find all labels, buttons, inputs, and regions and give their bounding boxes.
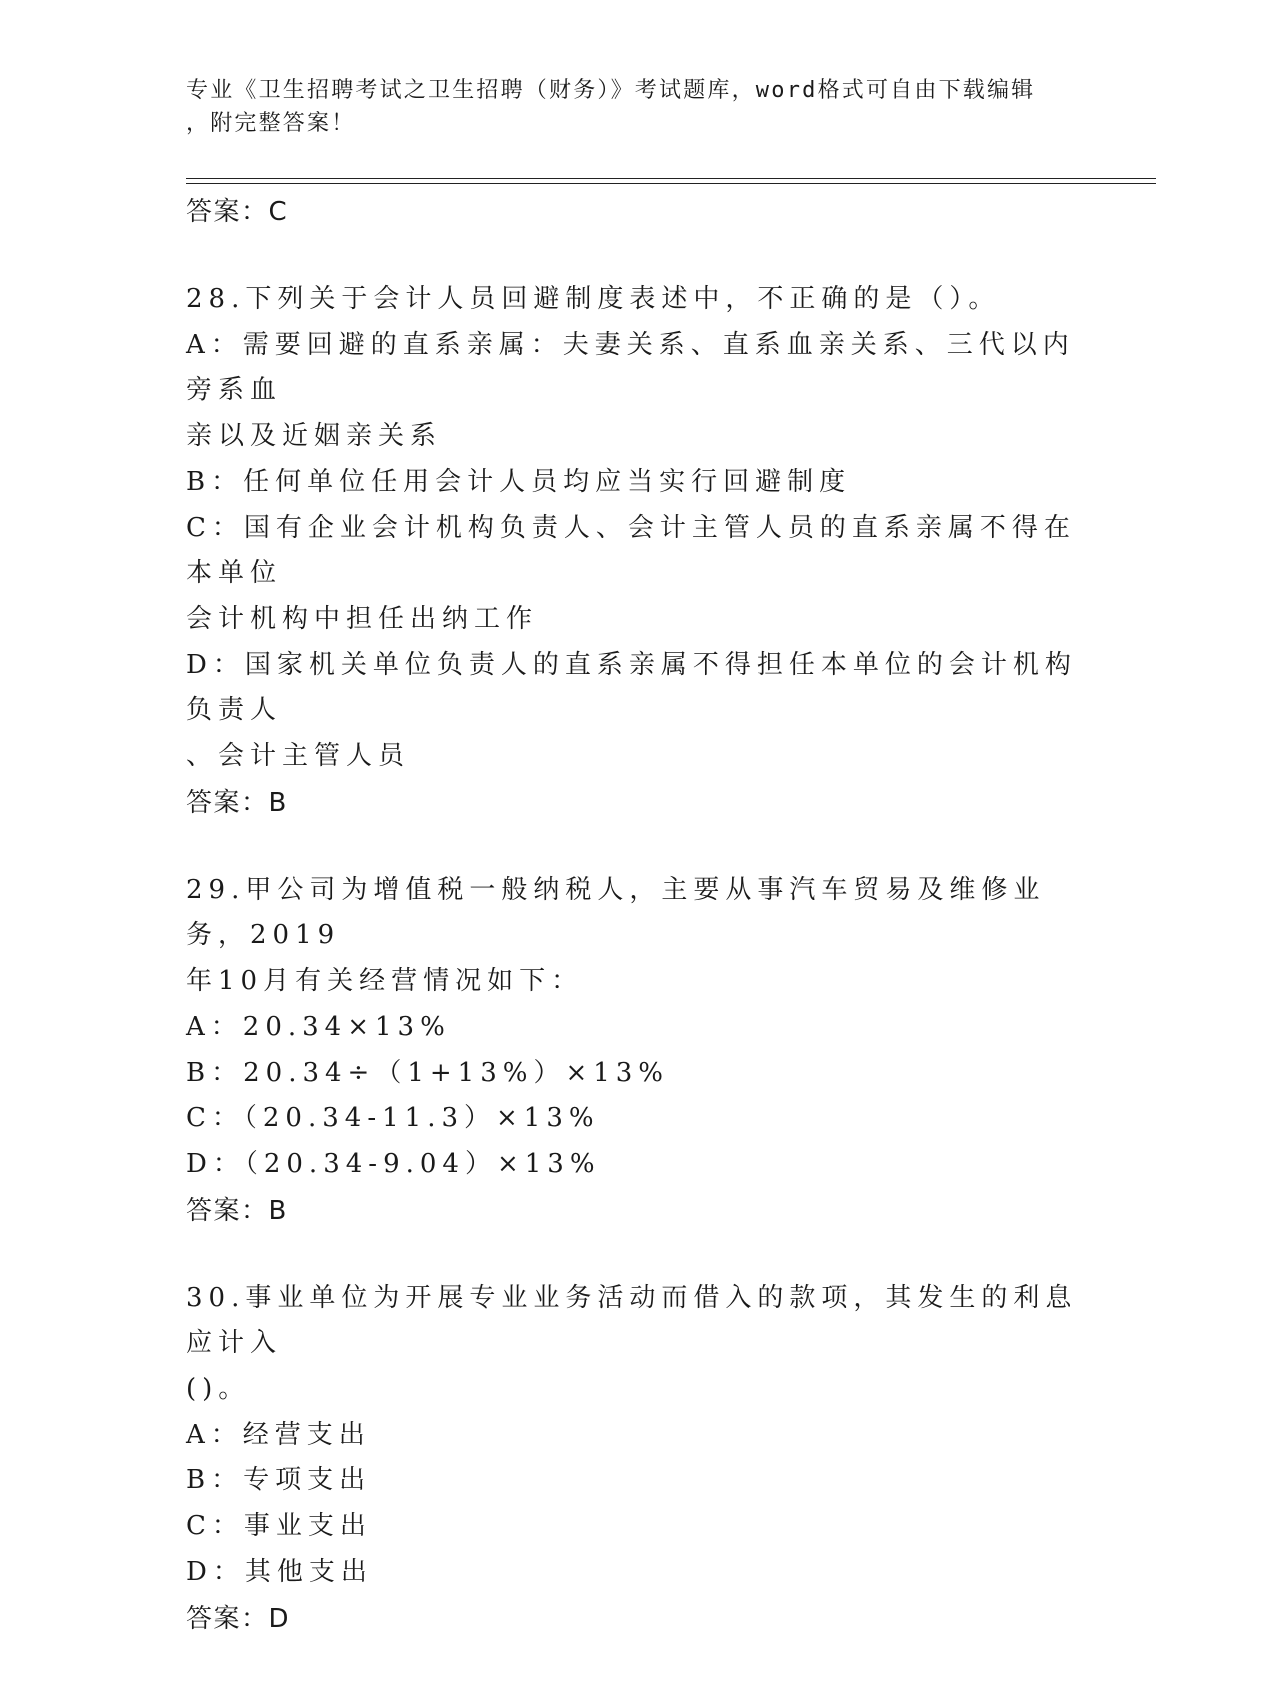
option-b: B：20.34÷（1+13%）×13% [186, 1057, 670, 1088]
previous-answer: 答案：C [186, 197, 289, 227]
question-stem: 30.事业单位为开展专业业务活动而借入的款项，其发生的利息应计入 [186, 1282, 1078, 1359]
question-stem-continued: ()。 [186, 1374, 251, 1405]
header-rule-top [186, 178, 1156, 179]
question-29 [186, 868, 1106, 1234]
header-line-2: ，附完整答案！ [186, 111, 356, 136]
option-c: C：（20.34-11.3）×13% [186, 1103, 600, 1134]
option-d: D：其他支出 [186, 1556, 373, 1587]
question-30 [186, 1276, 1106, 1642]
option-d: D：国家机关单位负责人的直系亲属不得担任本单位的会计机构负责人 [186, 649, 1077, 726]
option-c: C：国有企业会计机构负责人、会计主管人员的直系亲属不得在本单位 [186, 512, 1076, 589]
document-header [186, 74, 1066, 140]
option-a: A：20.34×13% [186, 1011, 451, 1042]
answer: 答案：B [186, 787, 288, 818]
option-b: B：任何单位任用会计人员均应当实行回避制度 [186, 466, 852, 497]
document-body [186, 189, 1106, 1684]
option-d-continued: 、会计主管人员 [186, 741, 411, 772]
option-a: A：需要回避的直系亲属：夫妻关系、直系血亲关系、三代以内旁系血 [186, 329, 1075, 406]
header-rule-bottom [186, 183, 1156, 184]
answer: 答案：D [186, 1603, 291, 1634]
option-d: D：（20.34-9.04）×13% [186, 1148, 601, 1179]
option-a: A：经营支出 [186, 1419, 371, 1450]
option-b: B：专项支出 [186, 1465, 372, 1496]
question-28 [186, 277, 1106, 826]
option-c: C：事业支出 [186, 1511, 372, 1542]
answer: 答案：B [186, 1195, 288, 1226]
header-line-1: 专业《卫生招聘考试之卫生招聘（财务）》考试题库，word格式可自由下载编辑 [186, 78, 1036, 103]
option-a-continued: 亲以及近姻亲关系 [186, 421, 443, 452]
question-stem: 28.下列关于会计人员回避制度表述中，不正确的是（）。 [186, 284, 1001, 314]
option-c-continued: 会计机构中担任出纳工作 [186, 603, 539, 634]
question-stem: 29.甲公司为增值税一般纳税人，主要从事汽车贸易及维修业务，2019 [186, 874, 1046, 951]
question-stem-continued: 年10月有关经营情况如下： [186, 966, 584, 997]
